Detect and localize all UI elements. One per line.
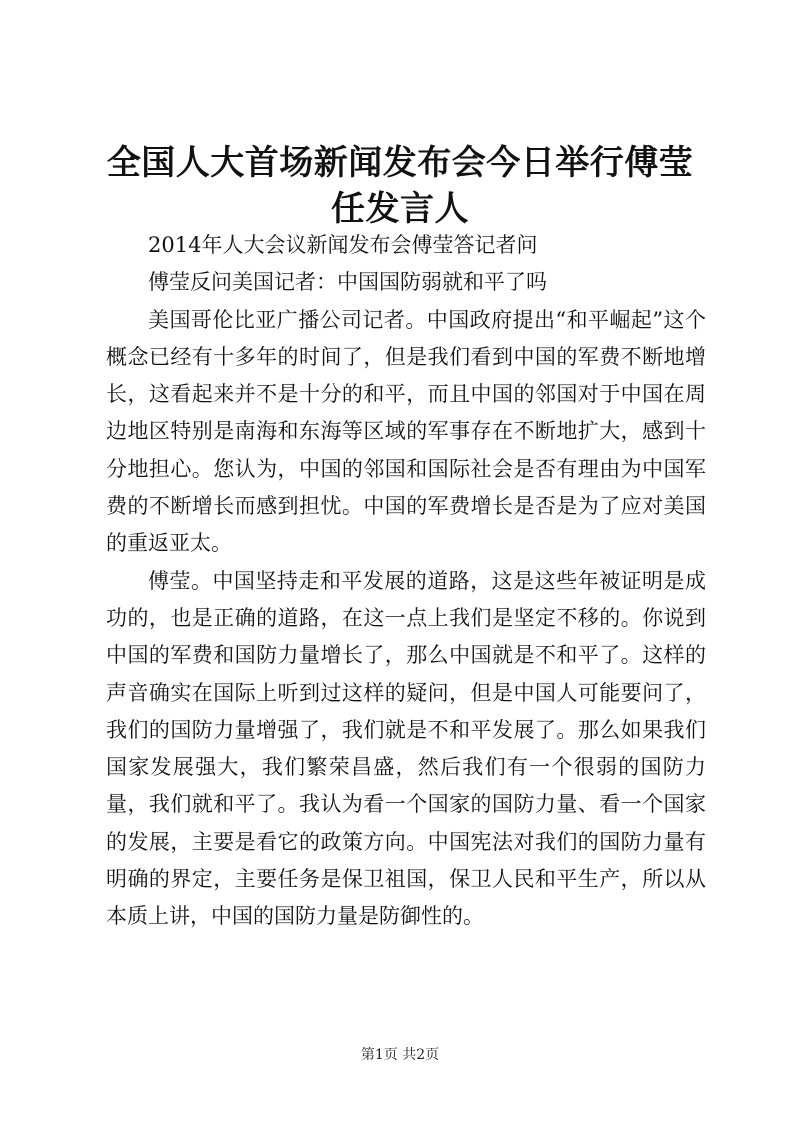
paragraph-answer: 傅莹。中国坚持走和平发展的道路，这是这些年被证明是成功的，也是正确的道路，在这一点上我们是坚定不移的。你说到中国的军费和国防力量增长了，那么中国就是不和平了。这样的声音确实在国际上听到过这样的疑问，但是中国人可能要问了，我们的国防力量增强了，我们就是不和平发展了。那么如果我们国家发展强大，我们繁荣昌盛，然后我们有一个很弱的国防力量，我们就和平了。我认为看一个国家的国防力量、看一个国家的发展，主要是看它的政策方向。中国宪法对我们的国防力量有明确的界定，主要任务是保卫祖国，保卫人民和平生产，所以从本质上讲，中国的国防力量是防御性的。 (106, 568, 706, 929)
paragraph-question: 美国哥伦比亚广播公司记者。中国政府提出“和平崛起”这个概念已经有十多年的时间了，但是我们看到中国的军费不断地增长，这看起来并不是十分的和平，而且中国的邻国对于中国在周边地区特别是南海和东海等区域的军事存在不断地扩大，感到十分地担心。您认为，中国的邻国和国际社会是否有理由为中国军费的不断增长而感到担忧。中国的军费增长是否是为了应对美国的重返亚太。 (106, 307, 706, 556)
paragraph-heading: 傅莹反问美国记者：中国国防弱就和平了吗 (148, 270, 547, 295)
page-footer: 第1页 共2页 (360, 1047, 440, 1063)
paragraph-subtitle: 2014年人大会议新闻发布会傅莹答记者问 (148, 233, 538, 257)
document-title: 全国人大首场新闻发布会今日举行傅莹任发言人 (106, 143, 694, 229)
document-body (106, 227, 706, 936)
